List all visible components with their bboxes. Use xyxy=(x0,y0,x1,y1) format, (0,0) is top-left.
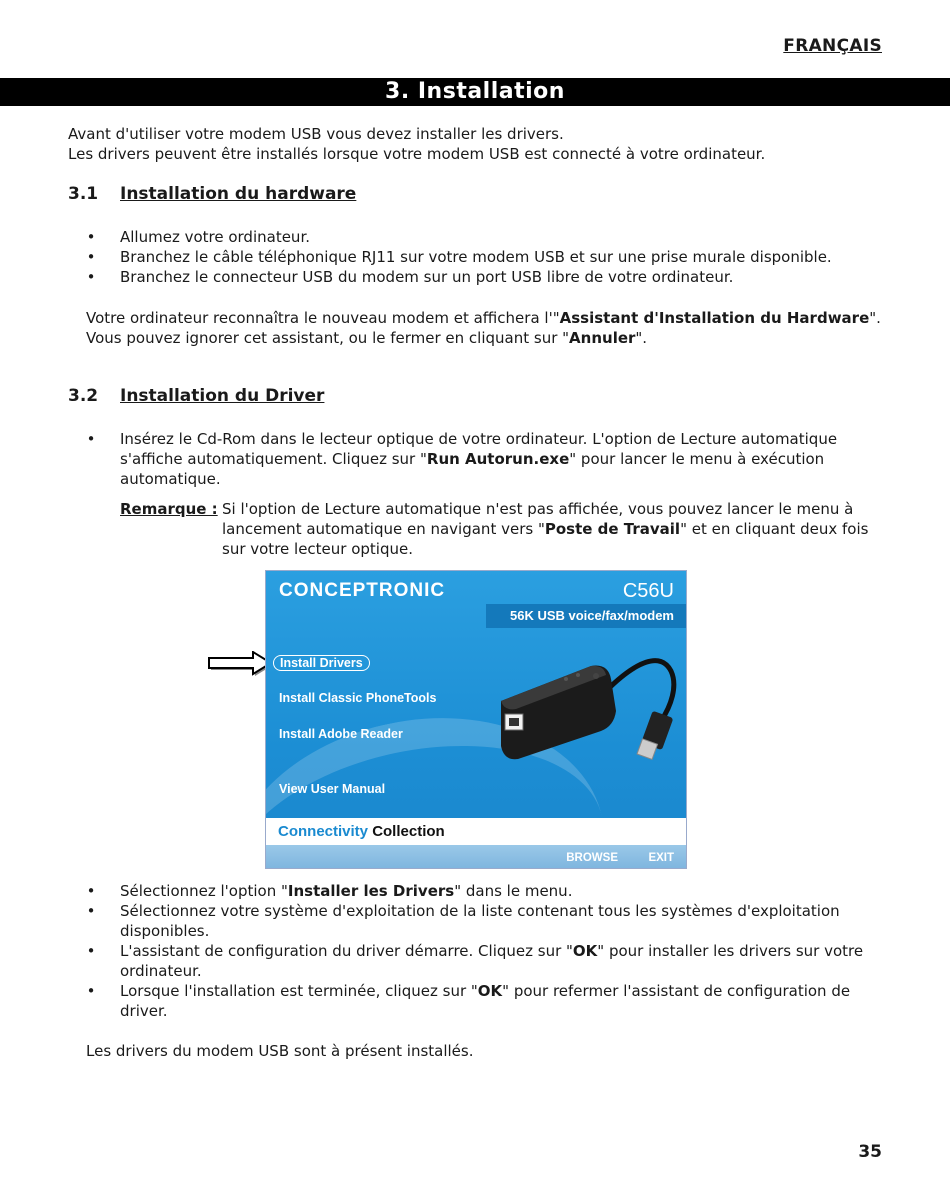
intro-line-1: Avant d'utiliser votre modem USB vous devez installer les drivers. xyxy=(68,125,564,143)
page-number: 35 xyxy=(858,1142,882,1162)
hardware-steps-list xyxy=(86,227,876,287)
tagline: 56K USB voice/fax/modem xyxy=(509,608,674,623)
install-adobe-reader-button[interactable]: Install Adobe Reader xyxy=(279,727,403,741)
collection-label: Connectivity Collection xyxy=(278,823,445,840)
exit-button[interactable]: EXIT xyxy=(648,852,674,864)
closing-paragraph: Les drivers du modem USB sont à présent installés. xyxy=(86,1042,474,1060)
brand-logo: CONCEPTRONIC xyxy=(279,580,446,601)
view-user-manual-button[interactable]: View User Manual xyxy=(279,782,386,796)
installer-button-bar xyxy=(266,845,686,868)
section-heading-driver xyxy=(68,386,324,406)
list-item: • Branchez le câble téléphonique RJ11 sur votre modem USB et sur une prise murale disponible. xyxy=(86,248,832,266)
section-title: Installation du hardware xyxy=(120,184,357,204)
usb-modem-image xyxy=(496,651,686,761)
note-text: Si l'option de Lecture automatique n'est pas affichée, vous pouvez lancer le menu à lancement automatique en navigant vers "Poste de Travail" et en cliquant deux fois sur votre lecteur optique. xyxy=(222,500,869,558)
chapter-title: 3. Installation xyxy=(0,78,950,106)
bullet-icon: • xyxy=(86,902,96,920)
list-item: • L'assistant de configuration du driver démarre. Cliquez sur "OK" pour installer les drivers sur votre ordinateur. xyxy=(86,942,864,980)
bullet-icon: • xyxy=(86,228,96,246)
list-item: • Sélectionnez votre système d'exploitation de la liste contenant tous les systèmes d'exploitation disponibles. xyxy=(86,902,840,940)
language-label: FRANÇAIS xyxy=(783,36,882,56)
pointer-arrow-icon xyxy=(207,651,273,677)
section-title: Installation du Driver xyxy=(120,386,325,406)
list-item: • Sélectionnez l'option "Installer les Drivers" dans le menu. xyxy=(86,882,573,900)
install-drivers-button[interactable]: Install Drivers xyxy=(273,655,370,671)
bullet-icon: • xyxy=(86,982,96,1000)
driver-step-list xyxy=(86,429,876,489)
installer-screenshot xyxy=(265,570,687,869)
list-item: • Allumez votre ordinateur. xyxy=(86,228,310,246)
section-number: 3.2 xyxy=(68,386,99,406)
section-number: 3.1 xyxy=(68,184,99,204)
model-name: C56U xyxy=(622,580,674,602)
section-heading-hardware xyxy=(68,184,356,204)
driver-install-steps-list xyxy=(86,881,876,1021)
intro-line-2: Les drivers peuvent être installés lorsque votre modem USB est connecté à votre ordinateur. xyxy=(68,145,766,163)
note-label: Remarque : xyxy=(120,500,218,518)
bullet-icon: • xyxy=(86,882,96,900)
list-item: • Branchez le connecteur USB du modem sur un port USB libre de votre ordinateur. xyxy=(86,268,734,286)
hardware-wizard-paragraph: Votre ordinateur reconnaîtra le nouveau modem et affichera l'"Assistant d'Installation du Hardware". Vous pouvez ignorer cet assistant, ou le fermer en cliquant sur "Annuler". xyxy=(86,309,881,347)
list-item: • Insérez le Cd-Rom dans le lecteur optique de votre ordinateur. L'option de Lecture automatique s'affiche automatiquement. Cliquez sur "Run Autorun.exe" pour lancer le menu à exécution automatique. xyxy=(86,430,838,488)
browse-button[interactable]: BROWSE xyxy=(566,852,618,864)
bullet-icon: • xyxy=(86,942,96,960)
bullet-icon: • xyxy=(86,430,96,448)
list-item: • Lorsque l'installation est terminée, cliquez sur "OK" pour refermer l'assistant de configuration de driver. xyxy=(86,982,851,1020)
install-phonetools-button[interactable]: Install Classic PhoneTools xyxy=(279,691,437,705)
bullet-icon: • xyxy=(86,248,96,266)
bullet-icon: • xyxy=(86,268,96,286)
